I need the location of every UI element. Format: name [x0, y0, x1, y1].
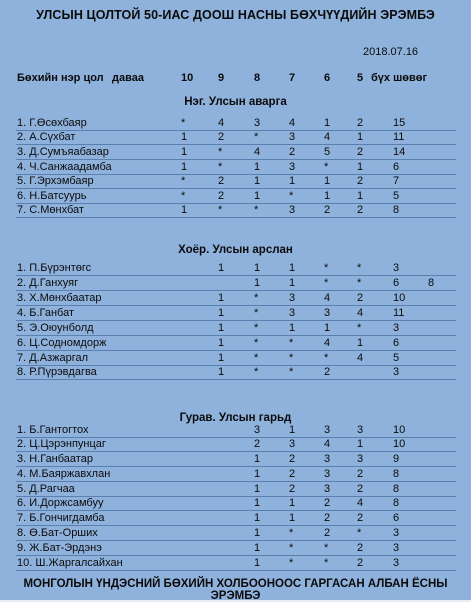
cell-total: 9 [393, 453, 400, 465]
table-row [0, 175, 471, 189]
cell-c5: * [357, 262, 362, 274]
cell-c9: 1 [218, 322, 225, 334]
cell-c8: 1 [254, 453, 261, 465]
cell-c6: 3 [324, 307, 331, 319]
row-divider [16, 159, 456, 160]
cell-c10: 1 [181, 146, 188, 158]
cell-c5: 1 [357, 161, 364, 173]
cell-c6: * [324, 352, 329, 364]
cell-c9: * [218, 204, 223, 216]
table-row [0, 204, 471, 218]
wrestler-name: 5. Г.Эрхэмбаяр [17, 175, 94, 187]
cell-c5: 1 [357, 190, 364, 202]
wrestler-name: 1. Г.Өсөхбаяр [17, 117, 87, 129]
cell-c8: 1 [254, 262, 261, 274]
cell-c7: 1 [289, 175, 296, 187]
cell-c10: 1 [181, 131, 188, 143]
row-divider [16, 570, 456, 571]
header-col-5: 5 [357, 72, 364, 84]
table-row [0, 322, 471, 336]
cell-total: 8 [393, 497, 400, 509]
header-col-10: 10 [181, 72, 194, 84]
cell-c6: * [324, 277, 329, 289]
cell-total: 6 [393, 277, 400, 289]
wrestler-name: 6. Ц.Содномдорж [17, 337, 107, 349]
cell-c9: 2 [218, 175, 225, 187]
cell-c9: * [218, 146, 223, 158]
cell-total: 3 [393, 527, 400, 539]
cell-c9: * [218, 161, 223, 173]
wrestler-name: 6. Н.Батсуурь [17, 190, 87, 202]
table-row [0, 262, 471, 276]
cell-c7: 3 [289, 131, 296, 143]
cell-c10: * [181, 117, 186, 129]
table-row [0, 542, 471, 556]
cell-c8: * [254, 352, 259, 364]
cell-c8: 1 [254, 468, 261, 480]
wrestler-name: 7. Д.Азжаргал [17, 352, 89, 364]
cell-c5: * [357, 277, 362, 289]
wrestler-name: 6. И.Доржсамбуу [17, 497, 104, 509]
cell-total: 3 [393, 542, 400, 554]
row-divider [16, 466, 456, 467]
table-row [0, 161, 471, 175]
cell-c5: 1 [357, 131, 364, 143]
cell-c9: 2 [218, 190, 225, 202]
date-label: 2018.07.16 [363, 46, 419, 58]
cell-c7: * [289, 366, 294, 378]
cell-c7: 4 [289, 117, 296, 129]
cell-total: 10 [393, 424, 406, 436]
cell-total: 8 [393, 204, 400, 216]
cell-c5: 4 [357, 307, 364, 319]
cell-c5: 2 [357, 468, 364, 480]
cell-total: 6 [393, 337, 400, 349]
cell-total: 14 [393, 146, 406, 158]
wrestler-name: 9. Ж.Бат-Эрдэнэ [17, 542, 102, 554]
cell-c7: 2 [289, 483, 296, 495]
cell-extra: 8 [428, 277, 435, 289]
cell-c9: 1 [218, 292, 225, 304]
page-title: УЛСЫН ЦОЛТОЙ 50-ИАС ДООШ НАСНЫ БӨХЧҮҮДИЙН ЭРЭМБЭ [36, 8, 435, 22]
wrestler-name: 3. Д.Сумъяабазар [17, 146, 109, 158]
cell-c9: 2 [218, 131, 225, 143]
section-title: Хоёр. Улсын арслан [178, 244, 293, 256]
wrestler-name: 2. Д.Ганхуяг [17, 277, 79, 289]
cell-c7: 2 [289, 453, 296, 465]
row-divider [16, 290, 456, 291]
cell-c5: 4 [357, 352, 364, 364]
cell-c5: 2 [357, 146, 364, 158]
wrestler-name: 2. А.Сүхбат [17, 131, 76, 143]
footer-note: МОНГОЛЫН ҮНДЭСНИЙ БӨХИЙН ХОЛБООНООС ГАРГАСАН АЛБАН ЁСНЫ ЭРЭМБЭ [23, 578, 448, 602]
table-row [0, 527, 471, 541]
wrestler-name: 7. С.Мөнхбат [17, 204, 84, 216]
cell-c7: 1 [289, 277, 296, 289]
cell-total: 5 [393, 190, 400, 202]
header-rank: даваа [112, 72, 144, 84]
cell-c8: * [254, 337, 259, 349]
cell-total: 3 [393, 322, 400, 334]
cell-c9: 1 [218, 262, 225, 274]
cell-c8: 1 [254, 557, 261, 569]
cell-c6: 4 [324, 131, 331, 143]
table-row [0, 337, 471, 351]
cell-c7: * [289, 557, 294, 569]
table-row [0, 292, 471, 306]
cell-c5: 2 [357, 175, 364, 187]
cell-c8: 3 [254, 117, 261, 129]
row-divider [16, 510, 456, 511]
cell-c8: 1 [254, 512, 261, 524]
table-row [0, 352, 471, 366]
cell-c5: 2 [357, 512, 364, 524]
cell-c8: 1 [254, 277, 261, 289]
cell-c7: 1 [289, 497, 296, 509]
cell-c6: 5 [324, 146, 331, 158]
cell-c8: * [254, 292, 259, 304]
row-divider [16, 379, 456, 380]
table-row [0, 146, 471, 160]
cell-c8: * [254, 307, 259, 319]
cell-c5: 1 [357, 337, 364, 349]
row-divider [16, 275, 456, 276]
cell-c8: 1 [254, 161, 261, 173]
table-row [0, 468, 471, 482]
cell-c8: * [254, 322, 259, 334]
cell-c7: 1 [289, 322, 296, 334]
table-row [0, 131, 471, 145]
cell-total: 8 [393, 468, 400, 480]
wrestler-name: 3. Н.Ганбаатар [17, 453, 93, 465]
cell-c9: 1 [218, 307, 225, 319]
header-col-7: 7 [289, 72, 296, 84]
cell-c7: * [289, 527, 294, 539]
cell-c10: * [181, 175, 186, 187]
column-header-row [0, 72, 471, 86]
wrestler-name: 3. Х.Мөнхбаатар [17, 292, 102, 304]
row-divider [16, 350, 456, 351]
cell-total: 15 [393, 117, 406, 129]
wrestler-name: 2. Ц.Цэрэнпунцаг [17, 438, 106, 450]
cell-c6: 4 [324, 438, 331, 450]
table-row [0, 366, 471, 380]
section-title: Нэг. Улсын аварга [184, 96, 287, 108]
table-row [0, 424, 471, 438]
wrestler-name: 1. П.Бүрэнтөгс [17, 262, 92, 274]
cell-c8: 1 [254, 483, 261, 495]
row-divider [16, 217, 456, 218]
cell-c8: * [254, 204, 259, 216]
cell-total: 8 [393, 483, 400, 495]
cell-total: 10 [393, 438, 406, 450]
wrestler-name: 5. Д.Рагчаа [17, 483, 75, 495]
cell-total: 6 [393, 161, 400, 173]
cell-c7: 3 [289, 204, 296, 216]
cell-c6: 3 [324, 424, 331, 436]
cell-c6: 2 [324, 366, 331, 378]
cell-c6: 2 [324, 512, 331, 524]
cell-c5: 2 [357, 483, 364, 495]
cell-c10: * [181, 190, 186, 202]
cell-c8: 2 [254, 438, 261, 450]
header-name: Бөхийн нэр цол [17, 72, 104, 84]
header-total: бүх шөвөг [371, 72, 428, 84]
cell-c9: 1 [218, 352, 225, 364]
wrestler-name: 4. Б.Ганбат [17, 307, 74, 319]
cell-c6: 3 [324, 483, 331, 495]
cell-c8: 1 [254, 542, 261, 554]
cell-c8: 3 [254, 424, 261, 436]
cell-c7: 1 [289, 512, 296, 524]
cell-c8: 4 [254, 146, 261, 158]
cell-c5: 3 [357, 424, 364, 436]
row-divider [16, 540, 456, 541]
cell-c7: 1 [289, 262, 296, 274]
cell-c8: * [254, 131, 259, 143]
cell-c9: 4 [218, 117, 225, 129]
cell-c6: * [324, 161, 329, 173]
cell-c6: 1 [324, 190, 331, 202]
wrestler-name: 1. Б.Гантогтох [17, 424, 89, 436]
cell-c6: * [324, 542, 329, 554]
cell-c5: 2 [357, 292, 364, 304]
header-col-8: 8 [254, 72, 261, 84]
cell-c7: * [289, 352, 294, 364]
row-divider [16, 451, 456, 452]
cell-c8: 1 [254, 175, 261, 187]
cell-c5: 2 [357, 542, 364, 554]
cell-c6: 3 [324, 468, 331, 480]
cell-c6: * [324, 262, 329, 274]
cell-c6: 1 [324, 322, 331, 334]
wrestler-name: 10. Ш.Жаргалсайхан [17, 557, 123, 569]
cell-c5: 3 [357, 453, 364, 465]
cell-total: 6 [393, 512, 400, 524]
cell-c10: 1 [181, 161, 188, 173]
cell-c8: 1 [254, 497, 261, 509]
table-row [0, 483, 471, 497]
cell-c6: 3 [324, 453, 331, 465]
cell-c7: 2 [289, 468, 296, 480]
section-title: Гурав. Улсын гарьд [179, 412, 292, 424]
cell-c7: 3 [289, 438, 296, 450]
row-divider [16, 305, 456, 306]
cell-c7: 3 [289, 161, 296, 173]
cell-total: 7 [393, 175, 400, 187]
table-row [0, 277, 471, 291]
cell-total: 11 [393, 131, 405, 143]
cell-c6: 4 [324, 337, 331, 349]
cell-c7: * [289, 190, 294, 202]
row-divider [16, 525, 456, 526]
cell-c5: 2 [357, 204, 364, 216]
row-divider [16, 320, 456, 321]
cell-c9: 1 [218, 337, 225, 349]
cell-c9: 1 [218, 366, 225, 378]
cell-c6: * [324, 557, 329, 569]
cell-c5: 1 [357, 438, 364, 450]
cell-c8: * [254, 366, 259, 378]
cell-c7: 2 [289, 146, 296, 158]
table-row [0, 512, 471, 526]
row-divider [16, 481, 456, 482]
wrestler-name: 8. Ө.Бат-Орших [17, 527, 98, 539]
table-row [0, 190, 471, 204]
cell-c5: 2 [357, 117, 364, 129]
wrestler-name: 4. Ч.Санжаадамба [17, 161, 112, 173]
cell-c6: 2 [324, 527, 331, 539]
table-row [0, 557, 471, 571]
cell-c6: 1 [324, 175, 331, 187]
wrestler-name: 7. Б.Гончигдамба [17, 512, 105, 524]
cell-total: 5 [393, 352, 400, 364]
header-col-6: 6 [324, 72, 331, 84]
table-row [0, 307, 471, 321]
cell-total: 3 [393, 262, 400, 274]
cell-c5: * [357, 322, 362, 334]
row-divider [16, 144, 456, 145]
cell-c5: 4 [357, 497, 364, 509]
cell-c7: 3 [289, 307, 296, 319]
cell-total: 3 [393, 557, 400, 569]
table-row [0, 453, 471, 467]
row-divider [16, 188, 456, 189]
cell-c10: 1 [181, 204, 188, 216]
cell-c6: 1 [324, 117, 331, 129]
table-row [0, 117, 471, 131]
cell-c6: 2 [324, 204, 331, 216]
wrestler-name: 5. Э.Оюунболд [17, 322, 94, 334]
row-divider [16, 555, 456, 556]
cell-total: 11 [393, 307, 405, 319]
cell-c6: 2 [324, 497, 331, 509]
cell-c7: * [289, 542, 294, 554]
wrestler-name: 4. М.Баяржавхлан [17, 468, 111, 480]
cell-total: 3 [393, 366, 400, 378]
cell-c6: 4 [324, 292, 331, 304]
table-row [0, 438, 471, 452]
wrestler-name: 8. Р.Пүрэвдагва [17, 366, 97, 378]
header-col-9: 9 [218, 72, 225, 84]
row-divider [16, 335, 456, 336]
cell-c7: 3 [289, 292, 296, 304]
table-row [0, 497, 471, 511]
cell-c8: 1 [254, 527, 261, 539]
cell-c5: * [357, 527, 362, 539]
cell-c7: 1 [289, 424, 296, 436]
cell-c8: 1 [254, 190, 261, 202]
cell-total: 10 [393, 292, 406, 304]
cell-c5: 2 [357, 557, 364, 569]
cell-c7: * [289, 337, 294, 349]
